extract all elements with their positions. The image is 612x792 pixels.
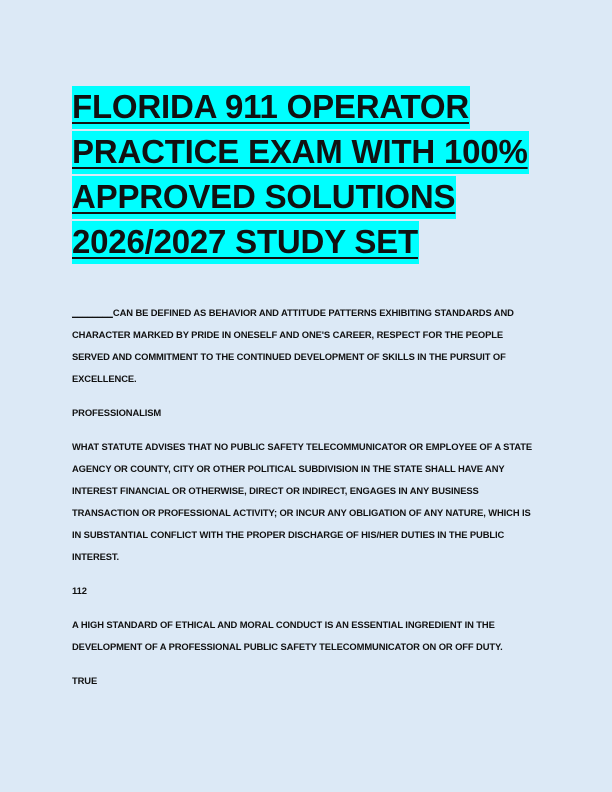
title-text-3: APPROVED SOLUTIONS bbox=[72, 176, 456, 219]
question-statute: WHAT STATUTE ADVISES THAT NO PUBLIC SAFETY TELECOMMUNICATOR OR EMPLOYEE OF A STATE AGENCY OR COUNTY, CITY OR OTHER POLITICAL SUBDIVISION IN THE STATE SHALL HAVE ANY INTEREST FINANCIAL OR OTHERWISE, DIRECT OR INDIRECT, ENGAGES IN ANY BUSINESS TRANSACTION OR PROFESSIONAL ACTIVITY; OR INCUR ANY OBLIGATION OF ANY NATURE, WHICH IS IN SUBSTANTIAL CONFLICT WITH THE PROPER DISCHARGE OF HIS/HER DUTIES IN THE PUBLIC INTEREST. bbox=[72, 441, 533, 562]
title-line-3 bbox=[72, 174, 542, 219]
question-professionalism bbox=[72, 302, 542, 390]
question-ethical-conduct: A HIGH STANDARD OF ETHICAL AND MORAL CONDUCT IS AN ESSENTIAL INGREDIENT IN THE DEVELOPMENT OF A PROFESSIONAL PUBLIC SAFETY TELECOMMUNICATOR ON OR OFF DUTY. bbox=[72, 619, 503, 652]
title-text-1: FLORIDA 911 OPERATOR bbox=[72, 86, 470, 129]
title-line-2 bbox=[72, 129, 542, 174]
title-line-4 bbox=[72, 219, 542, 264]
title-text-4: 2026/2027 STUDY SET bbox=[72, 221, 419, 264]
question-text: CAN BE DEFINED AS BEHAVIOR AND ATTITUDE PATTERNS EXHIBITING STANDARDS AND CHARACTER MARKED BY PRIDE IN ONESELF AND ONE'S CAREER, RESPECT FOR THE PEOPLE SERVED AND COMMITMENT TO THE CONTINUED DEVELOPMENT OF SKILLS IN THE PURSUIT OF EXCELLENCE. bbox=[72, 307, 514, 384]
answer-blank: ________ bbox=[72, 307, 113, 318]
answer-ethical-conduct: TRUE bbox=[72, 675, 98, 686]
title-line-1 bbox=[72, 84, 542, 129]
answer-professionalism: PROFESSIONALISM bbox=[72, 407, 162, 418]
answer-statute: 112 bbox=[72, 585, 87, 596]
title-text-2: PRACTICE EXAM WITH 100% bbox=[72, 131, 529, 174]
document-title bbox=[72, 84, 542, 264]
